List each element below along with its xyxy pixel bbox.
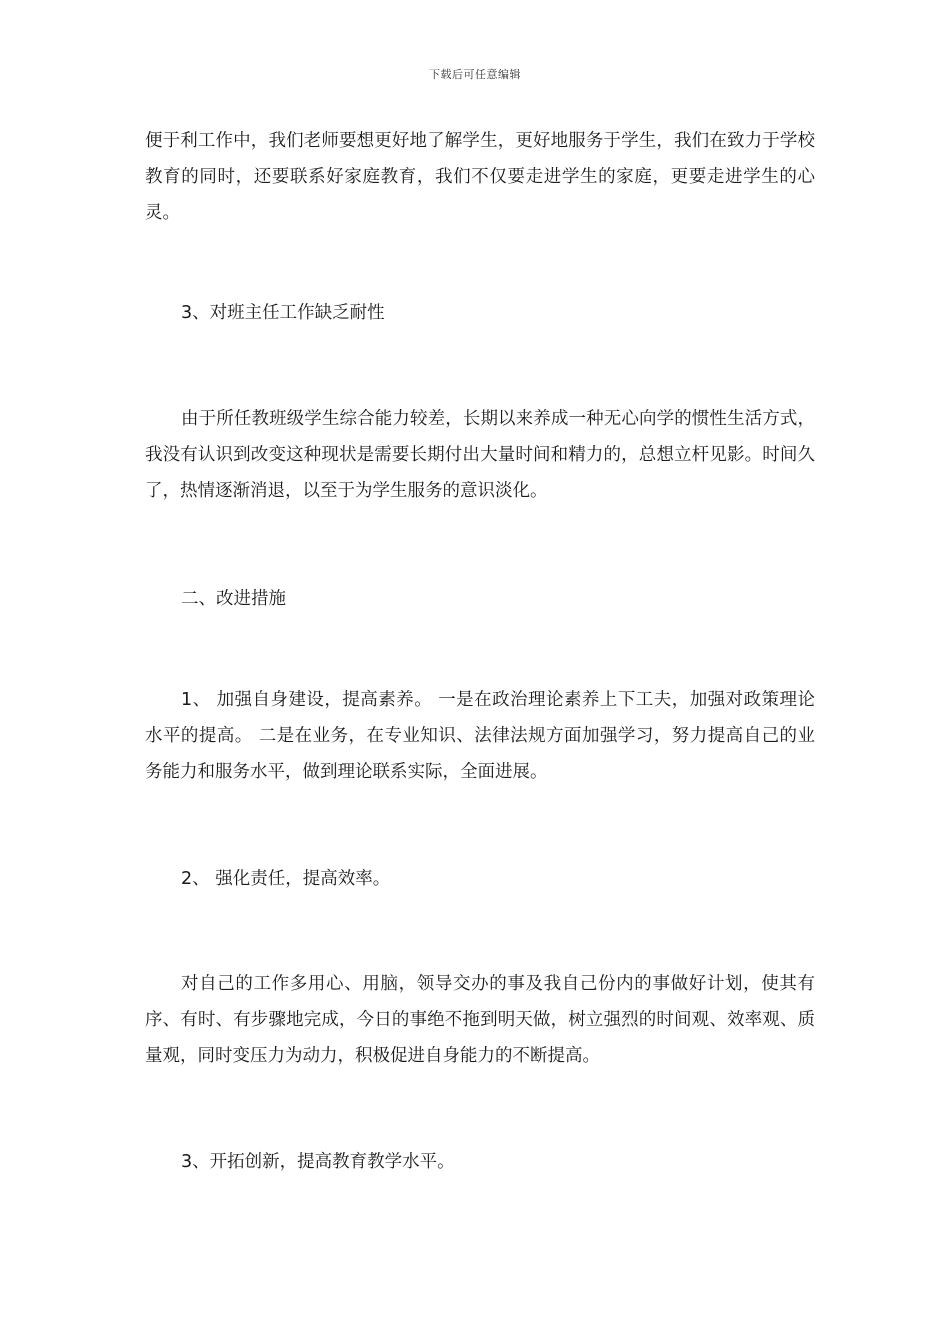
heading-strengthen-responsibility: 2、 强化责任，提高效率。 (181, 869, 391, 889)
paragraph-student-ability: 由于所任教班级学生综合能力较差，长期以来养成一种无心向学的惯性生活方式，我没有认识到改变这种现状是需要长期付出大量时间和精力的，总想立杆见影。时间久了，热情逐渐消退，以至于为学生服务的意识淡化。 (145, 409, 815, 501)
paragraph-home-education: 便于利工作中，我们老师要想更好地了解学生，更好地服务于学生，我们在致力于学校教育的同时，还要联系好家庭教育，我们不仅要走进学生的家庭，更要走进学生的心灵。 (145, 131, 815, 223)
paragraph-work-planning: 对自己的工作多用心、用脑，领导交办的事及我自己份内的事做好计划，使其有序、有时、有步骤地完成，今日的事绝不拖到明天做，树立强烈的时间观、效率观、质量观，同时变压力为动力，积极促进自身能力的不断提高。 (145, 974, 815, 1066)
heading-innovation: 3、开拓创新，提高教育教学水平。 (181, 1152, 455, 1172)
paragraph-self-development: 1、 加强自身建设，提高素养。 一是在政治理论素养上下工夫，加强对政策理论水平的提高。 二是在业务，在专业知识、法律法规方面加强学习，努力提高自己的业务能力和服务水平，做到理论联系实际，全面进展。 (145, 690, 815, 782)
heading-lack-of-patience: 3、对班主任工作缺乏耐性 (181, 303, 385, 323)
heading-improvement-measures: 二、改进措施 (181, 589, 286, 609)
page-header: 下载后可任意编辑 (429, 68, 521, 81)
